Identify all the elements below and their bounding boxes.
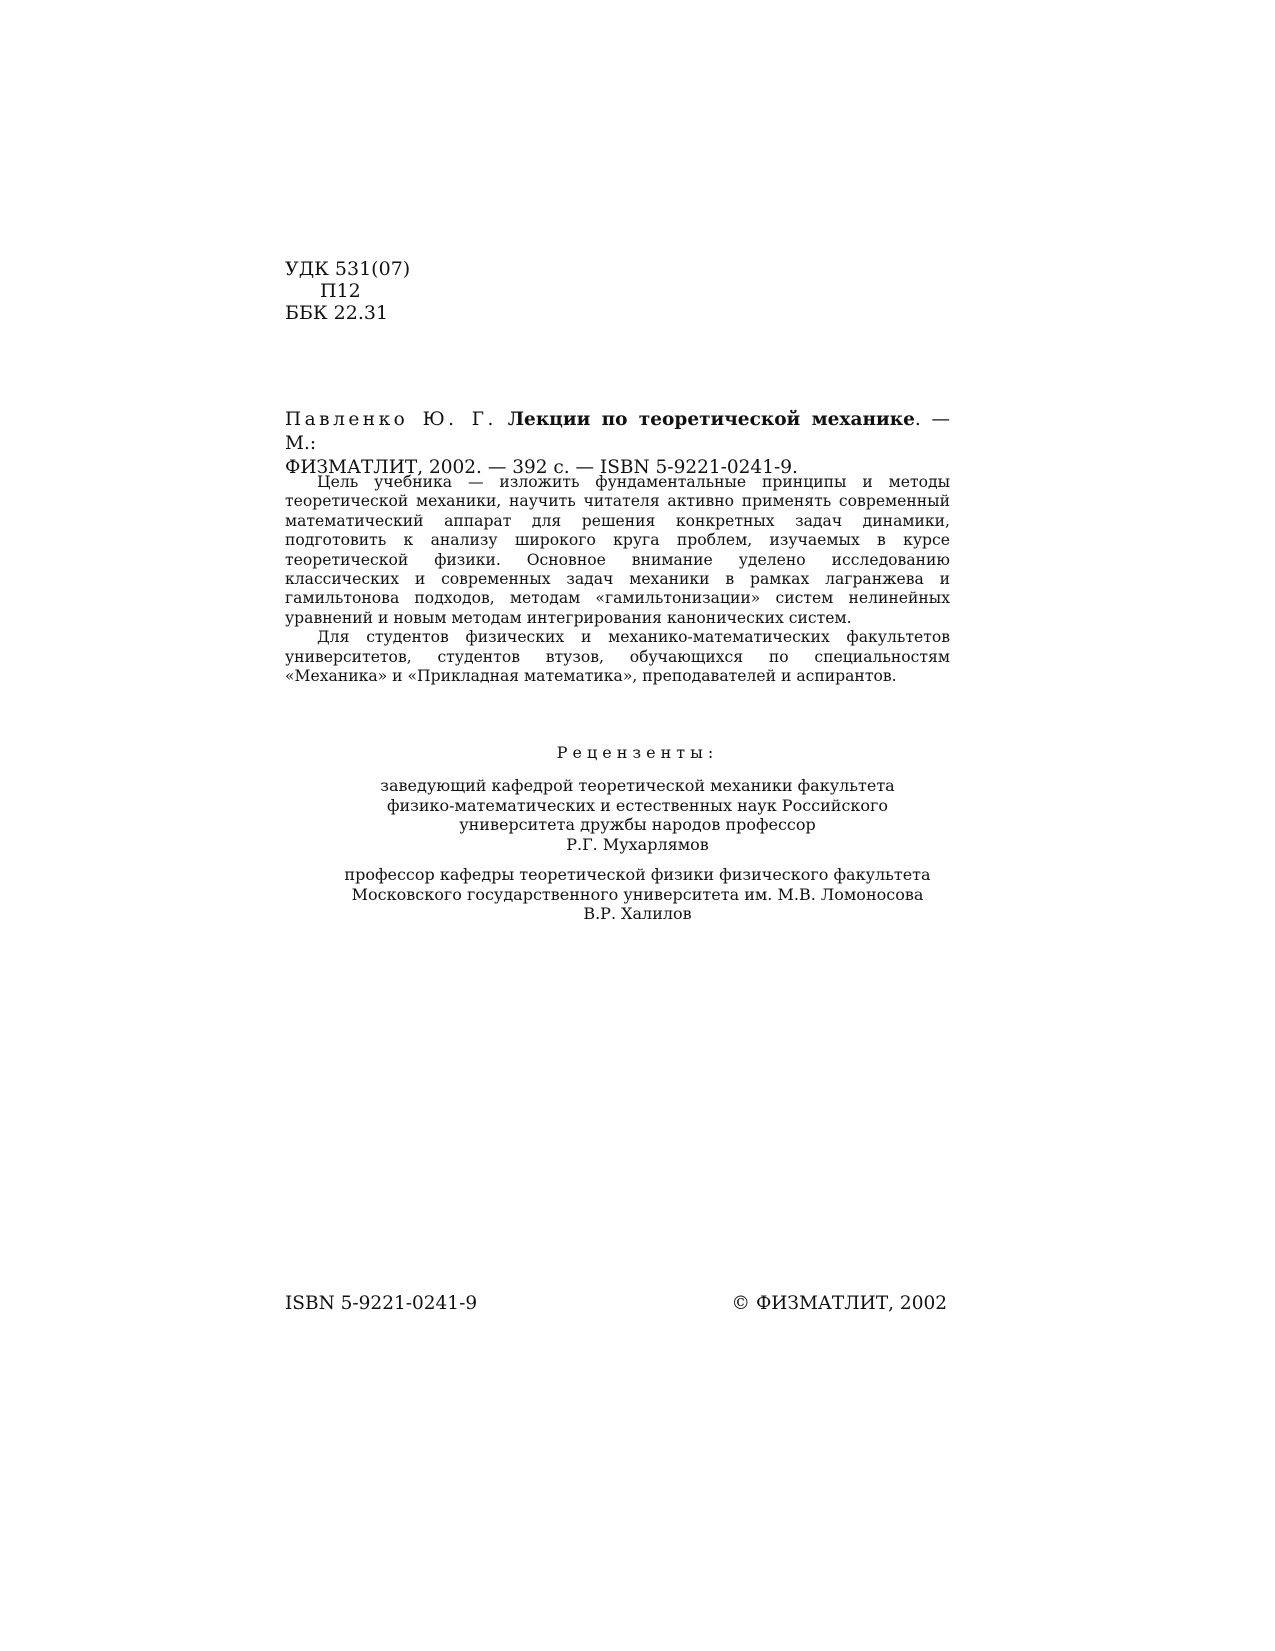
book-title: Лекции по теоретической механике <box>507 409 915 430</box>
abstract-paragraph-1: Цель учебника — изложить фундаментальные принципы и методы теоретической механики, научить читателя активно применять современный математический аппарат для решения конкретных задач динамики, подготовить к анализу широкого круга проблем, изучаемых в курсе теоретической физики. Основное внимание уделено исследованию классических и современных задач механики в рамках лагранжева и гамильтонова подходов, методам «гамильтонизации» систем нелинейных уравнений и новым методам интегрирования канонических систем. <box>285 473 950 627</box>
abstract <box>285 473 950 686</box>
reviewer-1-name: Р.Г. Мухарлямов <box>566 834 709 854</box>
udk-code: УДК 531(07) <box>285 258 411 280</box>
reviewer-2-line-1: профессор кафедры теоретической физики физического факультета <box>344 865 931 884</box>
biblio-line-1 <box>285 408 950 456</box>
reviewer-1-line-2: физико-математических и естественных наук Российского <box>386 795 889 815</box>
copyright-icon: © <box>731 1293 751 1314</box>
reviewers-heading: Рецензенты: <box>556 743 719 762</box>
reviewer-1-line-1: заведующий кафедрой теоретической механики факультета <box>380 776 895 795</box>
reviewer-1-line-3: университета дружбы народов профессор <box>459 815 816 834</box>
reviewer-2-name: В.Р. Халилов <box>583 904 692 923</box>
bbk-code: ББК 22.31 <box>285 302 389 324</box>
bibliographic-record <box>285 408 950 480</box>
reviewer-2-line-2: Московского государственного университета им. М.В. Ломоносова <box>351 884 924 904</box>
biblio-publisher-prefix: . — М.: <box>285 409 950 454</box>
biblio-line-2: ФИЗМАТЛИТ, 2002. — 392 с. — ISBN 5-9221-0241-9. <box>285 457 798 478</box>
copyright-holder: ФИЗМАТЛИТ, 2002 <box>755 1293 947 1314</box>
classification-block <box>285 258 410 324</box>
reviewer-1 <box>0 776 1275 854</box>
abstract-paragraph-2: Для студентов физических и механико-математических факультетов университетов, студентов втузов, обучающихся по специальностям «Механика» и «Прикладная математика», преподавателей и аспирантов. <box>285 628 950 686</box>
author-mark: П12 <box>320 280 361 302</box>
author-name: Павленко Ю. Г. <box>285 409 497 430</box>
reviewer-2 <box>0 865 1275 924</box>
footer-isbn: ISBN 5-9221-0241-9 <box>285 1293 478 1314</box>
footer-copyright <box>732 1293 947 1314</box>
